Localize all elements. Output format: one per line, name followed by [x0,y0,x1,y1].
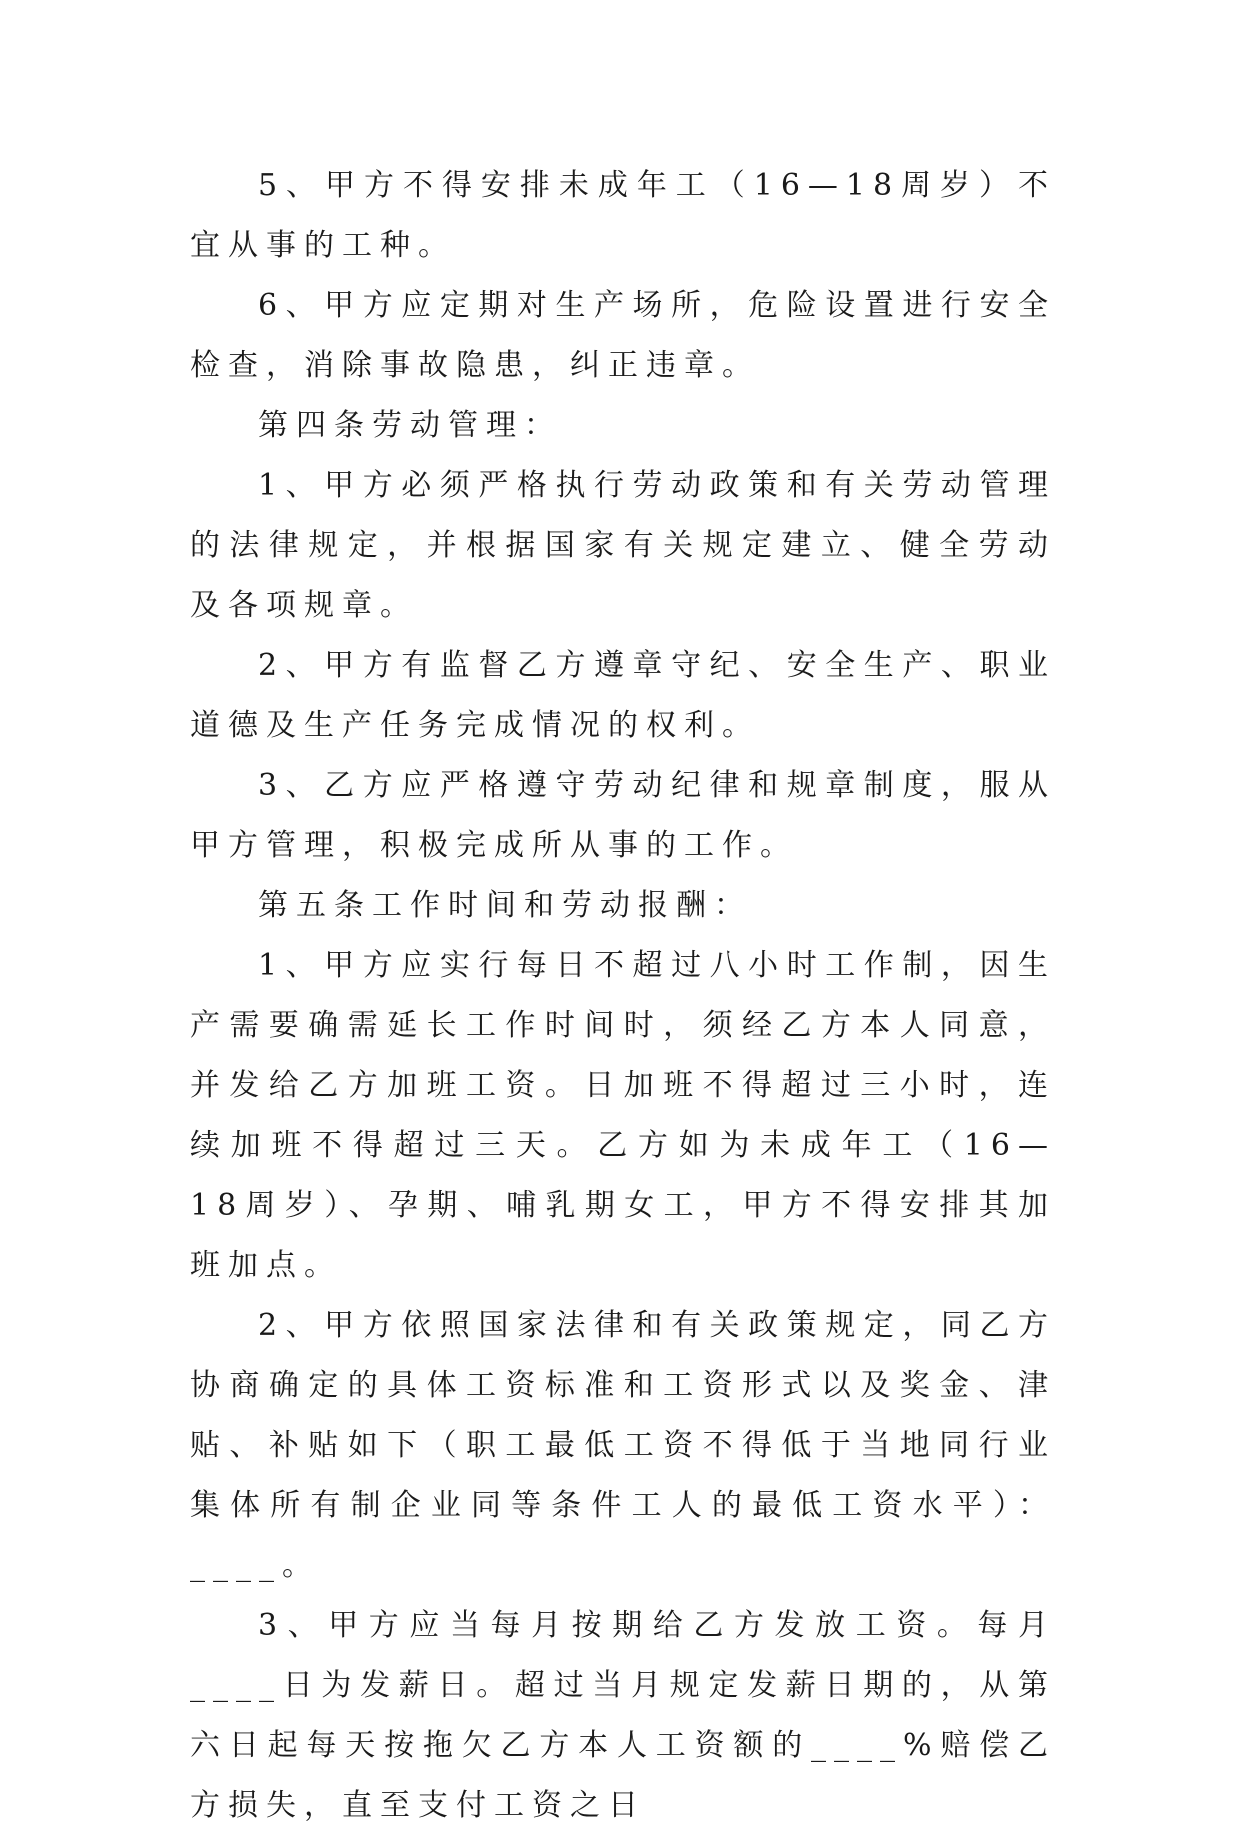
paragraph-clause-4-1: 1、甲方必须严格执行劳动政策和有关劳动管理的法律规定，并根据国家有关规定建立、健全劳动及各项规章。 [190,468,1056,623]
paragraph-clause-4-3: 3、乙方应严格遵守劳动纪律和规章制度，服从甲方管理，积极完成所从事的工作。 [190,768,1056,863]
paragraph-clause-4-2: 2、甲方有监督乙方遵章守纪、安全生产、职业道德及生产任务完成情况的权利。 [190,648,1056,743]
heading-article-5: 第五条工作时间和劳动报酬： [258,888,752,923]
paragraph-clause-3-5: 5、甲方不得安排未成年工（16—18周岁）不宜从事的工种。 [190,168,1056,263]
document-body [190,156,1056,1836]
paragraph-clause-3-6: 6、甲方应定期对生产场所，危险设置进行安全检查，消除事故隐患，纠正违章。 [190,288,1056,383]
paragraph-clause-5-3: 3、甲方应当每月按期给乙方发放工资。每月____日为发薪日。超过当月规定发薪日期的，从第六日起每天按拖欠乙方本人工资额的____%赔偿乙方损失，直至支付工资之日 [190,1608,1056,1823]
heading-article-4: 第四条劳动管理： [258,408,562,443]
paragraph-clause-5-2: 2、甲方依照国家法律和有关政策规定，同乙方协商确定的具体工资标准和工资形式以及奖金、津贴、补贴如下（职工最低工资不得低于当地同行业集体所有制企业同等条件工人的最低工资水平）：____。 [190,1308,1056,1583]
paragraph-clause-5-1: 1、甲方应实行每日不超过八小时工作制，因生产需要确需延长工作时间时，须经乙方本人同意，并发给乙方加班工资。日加班不得超过三小时，连续加班不得超过三天。乙方如为未成年工（16—18周岁）、孕期、哺乳期女工，甲方不得安排其加班加点。 [190,948,1056,1283]
